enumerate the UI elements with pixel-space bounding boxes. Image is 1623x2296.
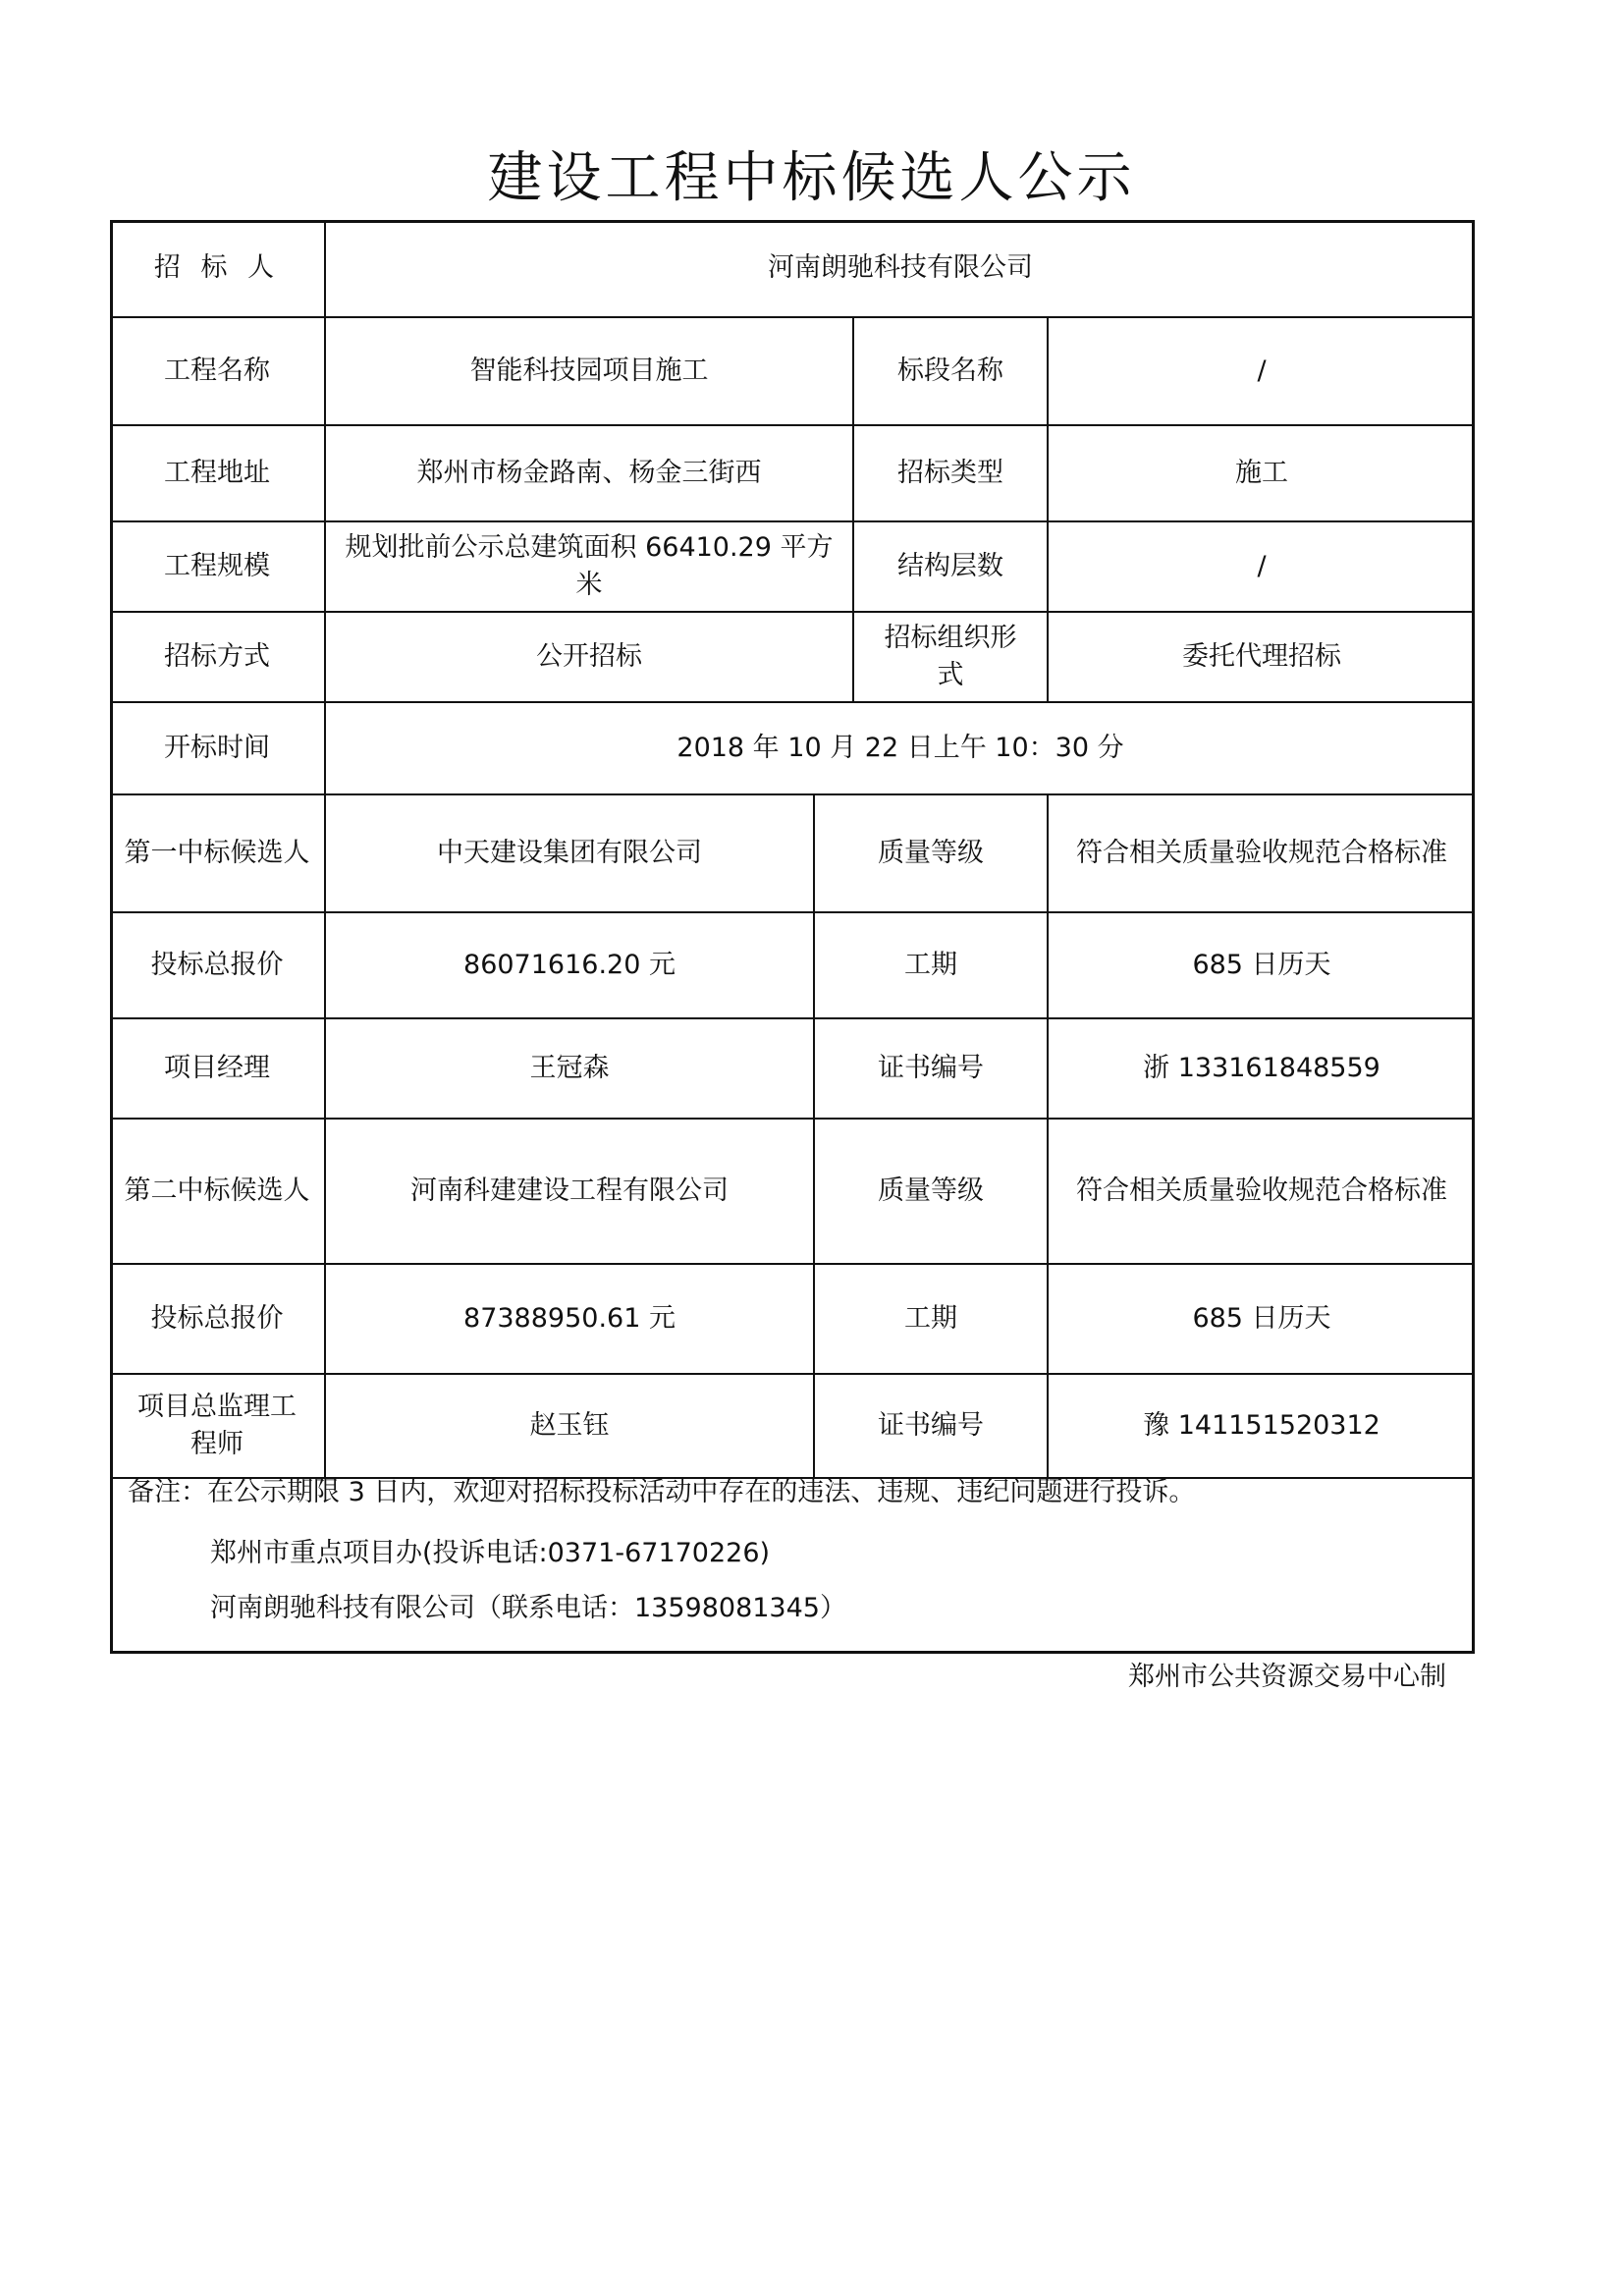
- structure-floors-label: 结构层数: [897, 551, 1003, 581]
- second-price-value: 87388950.61 元: [463, 1303, 676, 1334]
- tender-type-label: 招标类型: [897, 458, 1003, 488]
- second-price-label: 投标总报价: [150, 1303, 284, 1334]
- first-candidate-label: 第一中标候选人: [124, 838, 310, 868]
- first-manager-value: 王冠森: [529, 1053, 610, 1083]
- second-candidate-label: 第二中标候选人: [124, 1175, 310, 1206]
- first-price-value: 86071616.20 元: [463, 950, 676, 980]
- tenderer-value: 河南朗驰科技有限公司: [768, 252, 1033, 283]
- complaint-contact: 郑州市重点项目办(投诉电话:0371-67170226): [210, 1538, 771, 1568]
- section-name-value: /: [1257, 355, 1267, 386]
- second-candidate-value: 河南科建建设工程有限公司: [410, 1175, 729, 1206]
- second-certificate-value: 豫 141151520312: [1143, 1410, 1380, 1441]
- tender-organization-value: 委托代理招标: [1182, 641, 1341, 672]
- project-scale-value: 规划批前公示总建筑面积 66410.29 平方米: [345, 532, 834, 600]
- tender-type-value: 施工: [1235, 458, 1288, 488]
- first-candidate-value: 中天建设集团有限公司: [437, 838, 702, 868]
- first-certificate-value: 浙 133161848559: [1143, 1053, 1380, 1083]
- first-price-label: 投标总报价: [150, 950, 284, 980]
- second-quality-label: 质量等级: [878, 1175, 984, 1206]
- first-quality-value: 符合相关质量验收规范合格标准: [1076, 838, 1447, 868]
- first-manager-label: 项目经理: [164, 1053, 270, 1083]
- project-address-value: 郑州市杨金路南、杨金三街西: [416, 458, 762, 488]
- first-duration-label: 工期: [904, 950, 957, 980]
- project-name-label: 工程名称: [164, 355, 270, 386]
- issuer-footer: 郑州市公共资源交易中心制: [1128, 1662, 1446, 1692]
- first-quality-label: 质量等级: [878, 838, 984, 868]
- second-supervisor-value: 赵玉钰: [529, 1410, 610, 1441]
- tender-organization-label: 招标组织形式: [884, 623, 1017, 690]
- second-duration-label: 工期: [904, 1303, 957, 1334]
- tender-method-value: 公开招标: [536, 641, 642, 672]
- tenderer-contact: 河南朗驰科技有限公司（联系电话：13598081345）: [210, 1593, 846, 1623]
- first-certificate-label: 证书编号: [878, 1053, 984, 1083]
- section-name-label: 标段名称: [897, 355, 1003, 386]
- first-duration-value: 685 日历天: [1192, 950, 1331, 980]
- second-quality-value: 符合相关质量验收规范合格标准: [1076, 1175, 1447, 1206]
- second-duration-value: 685 日历天: [1192, 1303, 1331, 1334]
- opening-time-value: 2018 年 10 月 22 日上午 10：30 分: [676, 733, 1124, 763]
- tenderer-label: 招 标 人: [153, 252, 281, 283]
- tender-method-label: 招标方式: [164, 641, 270, 672]
- remarks-note: 备注：在公示期限 3 日内，欢迎对招标投标活动中存在的违法、违规、违纪问题进行投诉。: [128, 1477, 1196, 1507]
- second-certificate-label: 证书编号: [878, 1410, 984, 1441]
- project-scale-label: 工程规模: [164, 551, 270, 581]
- structure-floors-value: /: [1257, 551, 1267, 581]
- second-supervisor-label: 项目总监理工程师: [137, 1392, 297, 1459]
- project-address-label: 工程地址: [164, 458, 270, 488]
- project-name-value: 智能科技园项目施工: [469, 355, 709, 386]
- opening-time-label: 开标时间: [164, 733, 270, 763]
- page-title: 建设工程中标候选人公示: [487, 146, 1136, 210]
